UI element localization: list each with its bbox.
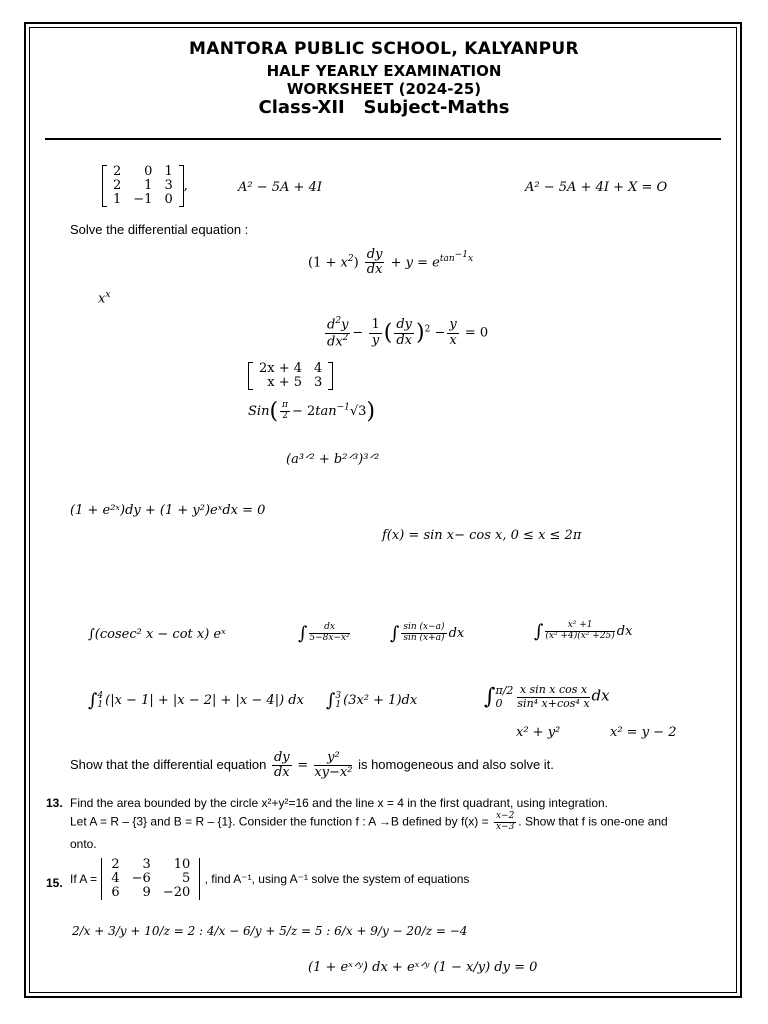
matrix-b-cell: x + 5 (267, 375, 303, 390)
q13-line3: onto. (70, 837, 97, 851)
homogeneous-question: Show that the differential equation $\frac{dy}{dx}$ = $\frac{\text{y²}}{\text{xy−x²}}$ is homogeneous and also solve it. (70, 750, 554, 781)
matrix-q15-row (105, 886, 196, 900)
x-power-x: $x^x$ (98, 290, 111, 307)
matrix-q15-cell: 9 (142, 885, 151, 900)
matrix-a-cell: 0 (164, 192, 173, 207)
matrix-a: 2 0 1 2 1 3 1 −1 0 , (102, 165, 188, 207)
question-diff-label: Solve the differential equation : (70, 222, 249, 237)
class-subject: Class-XII Subject-Maths (258, 97, 510, 118)
integral-7: ∫ π/2 0 $\frac{\text{x sin x cos x}}{\text{sin⁴ x+cos⁴ x}}$ dx (484, 683, 610, 710)
last-diff-eq: (1 + eˣᐟʸ) dx + eˣᐟʸ (1 − x/y) dy = 0 (308, 960, 538, 975)
matrix-q15-cell: −6 (131, 871, 151, 886)
diff-eq-2: (1 + e²ˣ)dy + (1 + y²)eˣdx = 0 (70, 503, 266, 518)
expr-a2: A² − 5A + 4I (238, 180, 322, 195)
matrix-a-cell: 2 (113, 164, 122, 179)
matrix-b (248, 362, 333, 390)
matrix-q15-cell: 2 (111, 857, 120, 872)
header-rule (45, 138, 721, 140)
expr-a2-x: A² − 5A + 4I + X = O (525, 180, 668, 195)
matrix-a-cell: 1 (144, 178, 153, 193)
q13-line2: Let A = R – {3} and B = R – {1}. Consider the function f : A →B defined by f(x) = $\frac{x-2}{x-3}$ . Show that f is one-one and (70, 811, 668, 832)
q13-line1: Find the area bounded by the circle x²+y²=16 and the line x = 4 in the first quadrant, using integration. (70, 796, 609, 810)
matrix-q15-cell: −20 (162, 885, 191, 900)
integral-3: ∫ $\frac{\sin (x-a)}{\sin (x+a)}$ dx (390, 622, 465, 644)
matrix-q15-cell: 4 (111, 871, 120, 886)
diff-eq-1: $(1 + x^2)$ $\frac{dy}{dx}$ + $y = e^{tan^{-1}x}$ (308, 247, 474, 278)
power-expression: (a³ᐟ² + b²ᐟ³)³ᐟ² (286, 452, 380, 467)
matrix-a-cell: −1 (133, 192, 153, 207)
q15-text: If A = 2 3 10 4 −6 5 6 9 −20 , find A⁻¹, using A⁻¹ solve the system of equations (70, 857, 470, 900)
function-fx: f(x) = sin x− cos x, 0 ≤ x ≤ 2π (382, 528, 582, 543)
matrix-q15-row (105, 858, 196, 872)
matrix-q15-cell: 5 (181, 871, 191, 886)
sin-expression: Sin( $\frac{\pi}{2}$ − $2\tan^{-1}√3$) (248, 399, 376, 424)
exam-title: HALF YEARLY EXAMINATION (266, 62, 502, 80)
matrix-q15-row (105, 872, 196, 886)
matrix-q15-cell: 3 (142, 857, 151, 872)
matrix-a-cell: 2 (113, 178, 122, 193)
matrix-a-row (107, 179, 179, 193)
matrix-a-cell: 3 (164, 178, 173, 193)
integral-2: ∫ $\frac{dx}{\text{5−8x−x²}}$ (298, 622, 350, 644)
worksheet-title: WORKSHEET (2024-25) (286, 80, 482, 98)
matrix-b-cell: 3 (314, 375, 323, 390)
curve-2: x² = y − 2 (610, 725, 677, 740)
curve-1: x² + y² (516, 725, 561, 740)
matrix-a-row (107, 193, 179, 207)
matrix-q15-cell: 6 (111, 885, 120, 900)
matrix-b-cell: 2x + 4 (259, 361, 303, 376)
matrix-b-row (253, 376, 328, 390)
integral-1: ∫(cosec² x − cot x) eˣ (88, 627, 226, 642)
matrix-q15-cell: 10 (173, 857, 191, 872)
integral-4: ∫ $\frac{\text{x² +1}}{\text{(x² +4)(x² +25)}}$ dx (534, 620, 633, 642)
matrix-b-row (253, 362, 328, 376)
matrix-a-cell: 1 (164, 164, 173, 179)
integral-5: ∫ 4 1 (|x − 1| + |x − 2| + |x − 4|) dx (88, 690, 304, 711)
matrix-a-cell: 1 (113, 192, 122, 207)
q15-number: 15. (46, 876, 63, 890)
matrix-a-cell: 0 (144, 164, 153, 179)
school-name: MANTORA PUBLIC SCHOOL, KALYANPUR (189, 39, 579, 59)
system-equations: 2/x + 3/y + 10/z = 2 : 4/x − 6/y + 5/z = 5 : 6/x + 9/y − 20/z = −4 (72, 924, 468, 938)
diff-eq-second-order: $\frac{d^2y}{dx^2}$ − $\frac{1}{y}$ ( $\frac{dy}{dx}$ )$^2$ − $\frac{y}{x}$ = 0 (327, 316, 489, 349)
matrix-b-cell: 4 (314, 361, 323, 376)
integral-6: ∫ 3 1 (3x² + 1)dx (326, 690, 418, 711)
q13-number: 13. (46, 796, 63, 810)
matrix-a-row (107, 165, 179, 179)
